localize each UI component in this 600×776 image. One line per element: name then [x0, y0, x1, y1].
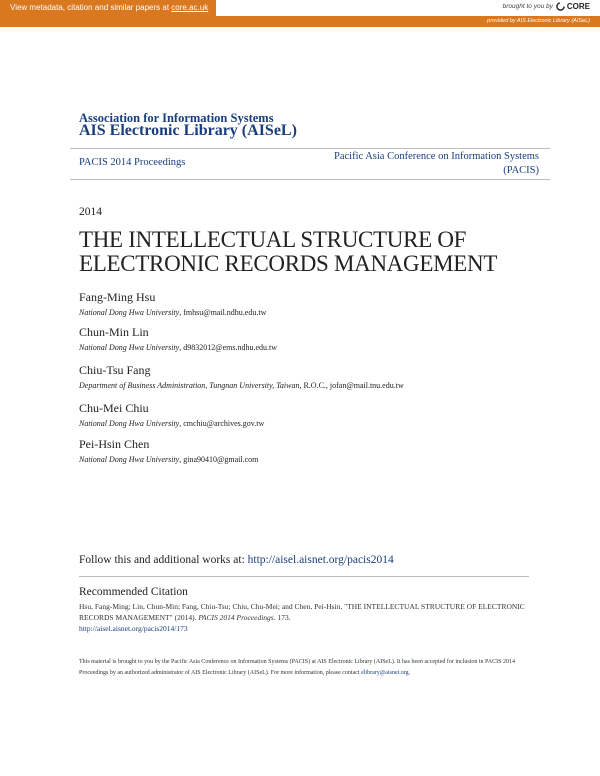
core-link-prefix: View metadata, citation and similar papers at — [10, 3, 172, 12]
paper-title: THE INTELLECTUAL STRUCTURE OF ELECTRONIC RECORDS MANAGEMENT — [79, 227, 498, 276]
author-block — [79, 401, 264, 428]
core-brought-text: brought to you by — [502, 3, 553, 10]
proceedings-link[interactable]: PACIS 2014 Proceedings — [79, 157, 186, 168]
core-banner — [0, 0, 600, 28]
footer-notice: This material is brought to you by the Pacific Asia Conference on Information Systems (PACIS) at AIS Electronic Library (AISeL). It has been accepted for inclusion in PACIS 2014 Proceedings by an authorized administrator of AIS Electronic Library (AISeL). For more information, please contact elibrary@aisnet.org. — [79, 659, 515, 676]
author-name: Fang-Ming Hsu — [79, 290, 156, 304]
core-provided-by: provided by AIS Electronic Library (AISeL) — [487, 18, 590, 24]
conference-line-2: (PACIS) — [503, 165, 539, 176]
follow-line — [79, 554, 394, 566]
author-block — [79, 290, 266, 317]
core-link-domain[interactable]: core.ac.uk — [171, 3, 209, 12]
author-block — [79, 325, 277, 352]
author-affiliation: National Dong Hwa University, gina90410@gmail.com — [79, 455, 259, 464]
core-logo-icon — [556, 2, 565, 11]
divider-follow — [79, 576, 529, 577]
author-name: Chu-Mei Chiu — [79, 401, 149, 415]
author-name: Chiu-Tsu Fang — [79, 363, 151, 377]
library-name[interactable]: AIS Electronic Library (AISeL) — [79, 122, 297, 139]
author-affiliation: National Dong Hwa University, fmhsu@mail.ndhu.edu.tw — [79, 308, 267, 317]
follow-text: Follow this and additional works at: — [79, 554, 248, 566]
paper-year: 2014 — [79, 206, 102, 218]
core-logo-text: CORE — [566, 2, 590, 11]
author-block — [79, 363, 404, 390]
contact-email-link[interactable]: elibrary@aisnet.org — [361, 670, 409, 676]
conference-line-1: Pacific Asia Conference on Information Systems — [334, 151, 539, 162]
citation-text: Hsu, Fang-Ming; Lin, Chun-Min; Fang, Chiu-Tsu; Chiu, Chu-Mei; and Chen, Pei-Hsin, "THE INTELLECTUAL STRUCTURE OF ELECTRONIC RECORDS MANAGEMENT" (2014). PACIS 2014 Proceedings. 173. http://aisel.aisnet.org/pacis2014/173 — [79, 602, 525, 633]
author-block — [79, 437, 258, 464]
author-affiliation: National Dong Hwa University, cmchiu@archives.gov.tw — [79, 419, 265, 428]
conference-link[interactable] — [299, 150, 539, 178]
citation-heading: Recommended Citation — [79, 586, 188, 598]
association-name[interactable]: Association for Information Systems — [79, 111, 274, 125]
citation-url-link[interactable]: http://aisel.aisnet.org/pacis2014/173 — [79, 624, 188, 633]
author-affiliation: Department of Business Administration, Tungnan University, Taiwan, R.O.C., jofan@mail.tnu.edu.tw — [79, 381, 404, 390]
core-metadata-link[interactable] — [0, 0, 216, 16]
divider-bottom — [70, 179, 550, 180]
core-brought-by — [503, 2, 590, 11]
follow-url-link[interactable]: http://aisel.aisnet.org/pacis2014 — [247, 554, 394, 566]
divider-top — [70, 148, 550, 149]
core-logo[interactable] — [556, 2, 590, 11]
author-name: Pei-Hsin Chen — [79, 437, 150, 451]
author-affiliation: National Dong Hwa University, d9832012@ems.ndhu.edu.tw — [79, 343, 278, 352]
author-name: Chun-Min Lin — [79, 325, 149, 339]
